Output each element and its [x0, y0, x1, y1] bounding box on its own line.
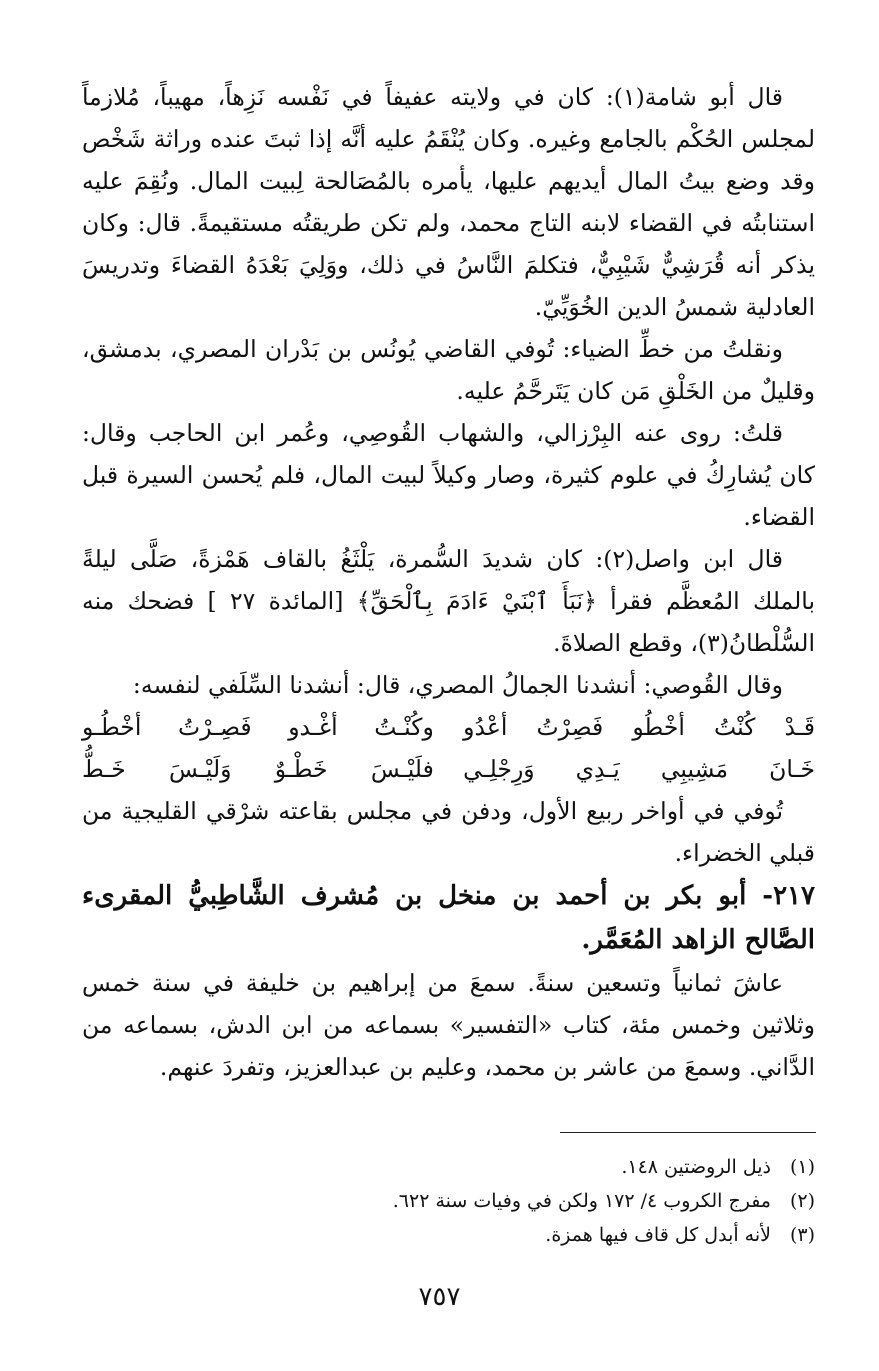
paragraph-qultu: قلتُ: روى عنه البِرْزالي، والشهاب القُوصِي، وعُمر ابن الحاجب وقال: كان يُشارِكُ في علوم كثيرة، وصار وكيلاً لبيت المال، فلم يُحسن السيرة قبل القضاء.	[82, 419, 815, 531]
footnotes	[82, 1150, 815, 1252]
paragraph-ibn-wasil: قال ابن واصل(٢): كان شديدَ السُّمرة، يَلْثَغُ بالقاف هَمْزةً، صَلَّى ليلةً بالملك المُعظَّم فقرأ ﴿نَبَأَ ٱبْنَيْ ءَادَمَ بِٱلْحَقِّ﴾ [المائدة ٢٧ ] فضحك منه السُّلْطانُ(٣)، وقطع الصلاةَ.	[82, 545, 815, 657]
entry-heading: ٢١٧- أبو بكر بن أحمد بن منخل بن مُشرف الشَّاطِبيُّ المقرىء الصَّالح الزاهد المُعَمَّر.	[82, 881, 815, 955]
poem-hemistich: خَـانَ مَشِيبِي يَـدِي وَرِجْلِـي	[463, 755, 815, 783]
paragraph-qusi: وقال القُوصي: أنشدنا الجمالُ المصري، قال: أنشدنا السِّلَفي لنفسه:	[132, 671, 783, 699]
paragraph-entry-bio: عاشَ ثمانياً وتسعين سنةً. سمعَ من إبراهيم بن خليفة في سنة خمس وثلاثين وخمس مئة، كتاب «التفسير» بسماعه من ابن الدش، بسماعه من الدَّاني. وسمعَ من عاشر بن محمد، وعليم بن عبدالعزيز، وتفردَ عنهم.	[82, 969, 815, 1081]
poem	[82, 706, 815, 790]
paragraph-diya: ونقلتُ من خطِّ الضياء: تُوفي القاضي يُونُس بن بَدْران المصري، بدمشق، وقليلٌ من الخَلْقِ مَن كان يَتَرحَّمُ عليه.	[82, 335, 815, 405]
footnote	[82, 1184, 815, 1218]
paragraph-death: تُوفي في أواخر ربيع الأول، ودفن في مجلس بقاعته شرْقي القليجية من قبلي الخضراء.	[82, 797, 815, 867]
poem-hemistich: قَـدْ كُنْتُ أخْطُو فَصِرْتُ أعْدُو	[463, 713, 815, 741]
footnote-text: ذيل الروضتين ١٤٨.	[621, 1156, 771, 1178]
page-body	[82, 76, 815, 1088]
footnote-text: لأنه أبدل كل قاف فيها همزة.	[545, 1224, 771, 1246]
footnote-number: (١)	[789, 1156, 815, 1178]
paragraph-abu-shama: قال أبو شامة(١): كان في ولايته عفيفاً في نَفْسه نَزِهاً، مهيباً، مُلازماً لمجلس الحُكْم بالجامع وغيره. وكان يُنْقَمُ عليه أنَّه إذا ثبتَ عنده وراثة شَخْص وقد وضع بيتُ المال أيديهم عليها، يأمره بالمُصَالحة لِبيت المال. ونُقِمَ عليه استنابتُه في القضاء لابنه التاج محمد، ولم تكن طريقتُه مستقيمةً. قال: وكان يذكر أنه قُرَشِيٌّ شَيْبِيٌّ، فتكلمَ النَّاسُ في ذلك، ووَلِيَ بَعْدَهُ القضاءَ وتدريسَ العادلية شمسُ الدين الخُوَيِّيّ.	[82, 83, 815, 321]
poem-verse	[82, 748, 815, 790]
poem-hemistich: فلَيْـسَ خَطْـوٌ وَلَيْـسَ خَـطُّ	[82, 755, 434, 783]
footnote	[82, 1150, 815, 1184]
poem-verse	[82, 706, 815, 748]
page-number: ٧٥٧	[418, 1282, 461, 1312]
footnote-number: (٢)	[789, 1190, 815, 1212]
poem-hemistich: وكُنْـتُ أغْـدو فَصِـرْتُ أخْطُـو	[82, 713, 434, 741]
footnote-separator	[560, 1132, 816, 1133]
footnote-number: (٣)	[789, 1224, 815, 1246]
footnote-text: مفرج الكروب ٤/ ١٧٢ ولكن في وفيات سنة ٦٢٢.	[392, 1190, 771, 1212]
footnote	[82, 1218, 815, 1252]
